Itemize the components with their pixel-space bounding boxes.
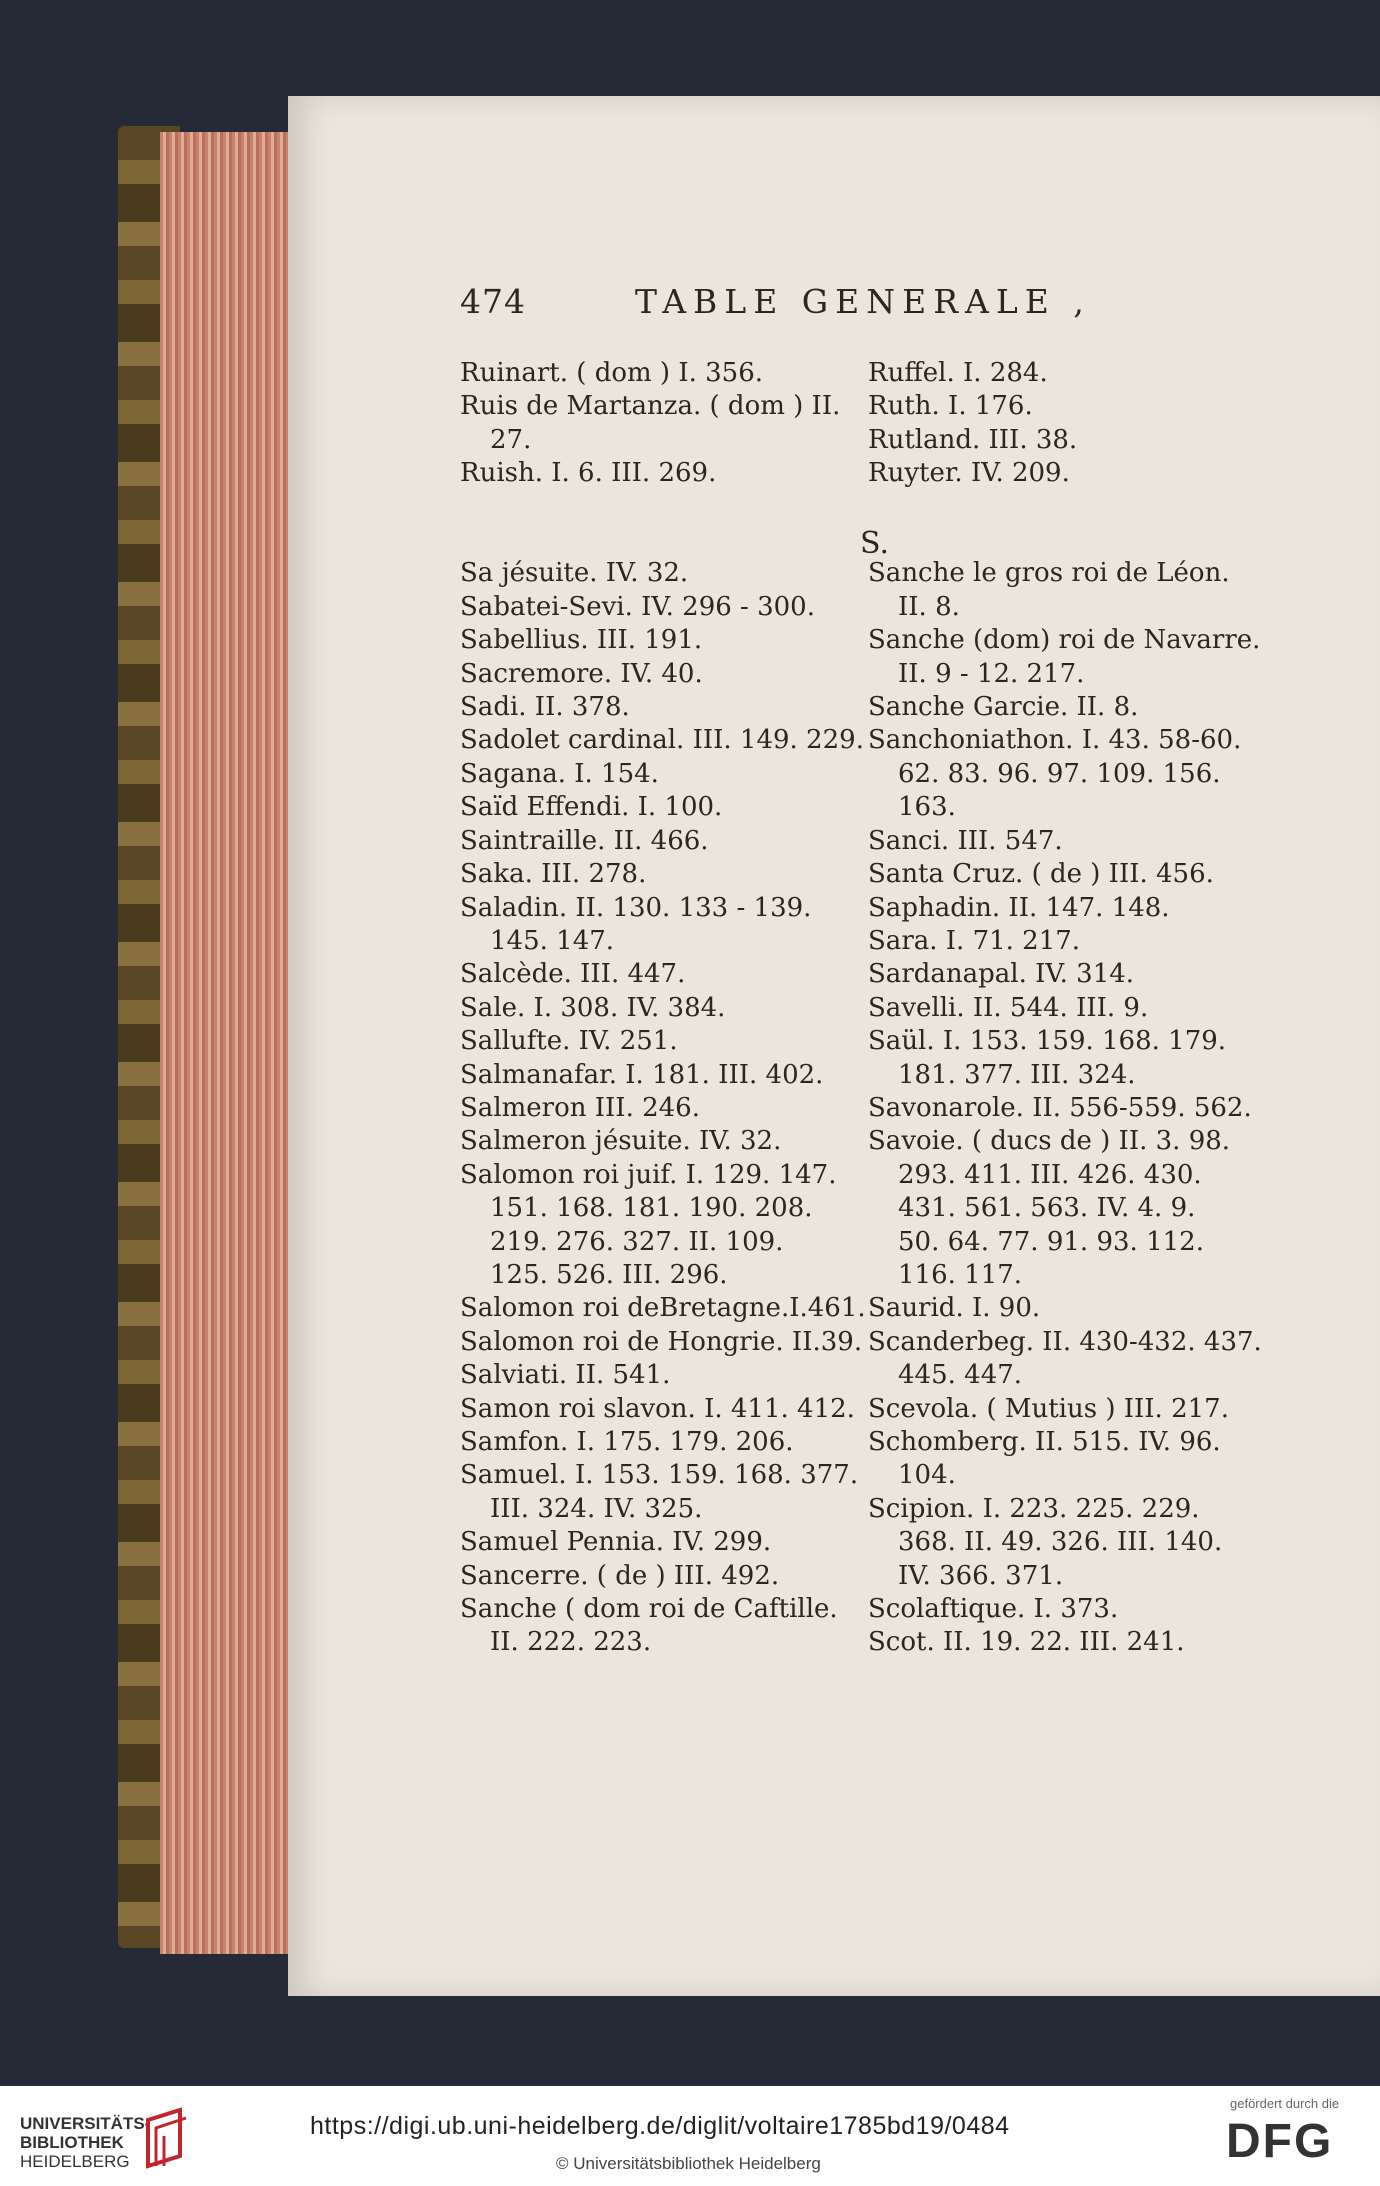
funding-label: gefördert durch die	[1230, 2096, 1340, 2111]
index-entry	[460, 524, 866, 557]
index-entry: Saurid. I. 90.	[868, 1293, 1041, 1324]
index-entry: Santa Cruz. ( de ) III. 456.	[868, 859, 1214, 890]
index-entry: Sanche (dom) roi de Navarre.	[868, 625, 1261, 656]
index-entry: Ruis de Martanza. ( dom ) II.	[460, 391, 841, 422]
index-entry: Sabellius. III. 191.	[460, 625, 703, 656]
index-entry: Salcède. III. 447.	[460, 959, 686, 990]
index-entry: Sanche le gros roi de Léon.	[868, 558, 1230, 589]
index-entry: Sanche ( dom roi de Caftille.	[460, 1594, 838, 1625]
index-entry: Scevola. ( Mutius ) III. 217.	[868, 1393, 1229, 1424]
page-edges	[160, 132, 290, 1954]
document-url[interactable]: https://digi.ub.uni-heidelberg.de/diglit/voltaire1785bd19/0484	[310, 2112, 1010, 2140]
index-entry: 219. 276. 327. II. 109.	[490, 1226, 784, 1257]
index-entry: Sa jésuite. IV. 32.	[460, 558, 689, 589]
index-entry: Ruth. I. 176.	[868, 391, 1033, 422]
index-entry: Sara. I. 71. 217.	[868, 925, 1081, 956]
index-entry: Rutland. III. 38.	[868, 424, 1078, 455]
dfg-logo: DFG	[1226, 2115, 1334, 2168]
index-entry: Schomberg. II. 515. IV. 96.	[868, 1427, 1221, 1457]
index-entry: Ruffel. I. 284.	[868, 358, 1048, 388]
index-entry: Salmeron III. 246.	[460, 1092, 700, 1123]
index-entry: Sacremore. IV. 40.	[460, 658, 703, 689]
index-entry: Scolaftique. I. 373.	[868, 1594, 1119, 1625]
library-name-line: HEIDELBERG	[20, 2152, 130, 2171]
library-name-line: BIBLIOTHEK	[20, 2133, 124, 2152]
index-entry: 293. 411. III. 426. 430.	[898, 1159, 1202, 1190]
index-entry: 104.	[898, 1460, 956, 1491]
index-entry	[868, 524, 1262, 557]
index-entry: 368. II. 49. 326. III. 140.	[898, 1527, 1223, 1558]
index-entry	[868, 491, 1262, 524]
copyright-notice: © Universitätsbibliothek Heidelberg	[556, 2154, 821, 2173]
index-entry: Sanchoniathon. I. 43. 58-60.	[868, 725, 1242, 756]
index-entry: Salomon roi de Hongrie. II.39.	[460, 1326, 863, 1357]
index-entry: Sallufte. IV. 251.	[460, 1026, 678, 1057]
index-entry: III. 324. IV. 325.	[490, 1493, 703, 1524]
index-entry: 181. 377. III. 324.	[898, 1059, 1136, 1090]
index-entry: Ruish. I. 6. III. 269.	[460, 458, 717, 489]
index-entry: Sale. I. 308. IV. 384.	[460, 992, 726, 1023]
page-number: 474	[460, 282, 526, 321]
library-logo-icon	[140, 2106, 192, 2170]
library-name-line: UNIVERSITÄTS-	[20, 2114, 151, 2133]
section-letter: S.	[860, 526, 890, 561]
index-entry: 125. 526. III. 296.	[490, 1259, 728, 1290]
index-entry: Samuel Pennia. IV. 299.	[460, 1527, 772, 1558]
index-entry: Scipion. I. 223. 225. 229.	[868, 1493, 1200, 1524]
index-entry: Salomon roi juif. I. 129. 147.	[460, 1159, 837, 1190]
index-entry: 62. 83. 96. 97. 109. 156.	[898, 758, 1221, 789]
viewer-footer	[0, 2086, 1380, 2186]
index-entry: Savoie. ( ducs de ) II. 3. 98.	[868, 1126, 1231, 1157]
index-entry: Sanche Garcie. II. 8.	[868, 692, 1139, 723]
index-entry: Scanderbeg. II. 430-432. 437.	[868, 1326, 1262, 1357]
index-entry: 145. 147.	[490, 925, 615, 956]
index-entry: 27.	[490, 424, 532, 455]
index-entry: Samon roi slavon. I. 411. 412.	[460, 1393, 855, 1424]
index-entry: Sadolet cardinal. III. 149. 229.	[460, 725, 864, 756]
index-entry	[460, 491, 866, 524]
index-entry: II. 222. 223.	[490, 1627, 652, 1658]
index-entry: 163.	[898, 792, 956, 823]
index-entry: Samuel. I. 153. 159. 168. 377.	[460, 1460, 859, 1491]
index-entry: 50. 64. 77. 91. 93. 112.	[898, 1226, 1204, 1257]
index-entry: Salomon roi deBretagne.I.461.	[460, 1293, 866, 1324]
index-entry: Saül. I. 153. 159. 168. 179.	[868, 1026, 1227, 1057]
index-column-left	[460, 357, 866, 1660]
index-column-right	[868, 357, 1262, 1660]
index-entry: IV. 366. 371.	[898, 1560, 1064, 1591]
index-entry: Saphadin. II. 147. 148.	[868, 892, 1170, 923]
index-entry: Samfon. I. 175. 179. 206.	[460, 1427, 794, 1457]
index-entry: Salviati. II. 541.	[460, 1360, 671, 1391]
index-entry: 116. 117.	[898, 1259, 1023, 1290]
index-entry: Saladin. II. 130. 133 - 139.	[460, 892, 812, 923]
index-entry: Savelli. II. 544. III. 9.	[868, 992, 1149, 1023]
index-entry: Scot. II. 19. 22. III. 241.	[868, 1627, 1185, 1658]
library-logo-text	[20, 2114, 150, 2171]
index-entry: Sardanapal. IV. 314.	[868, 959, 1135, 990]
index-entry: Ruyter. IV. 209.	[868, 458, 1070, 489]
index-entry: Savonarole. II. 556-559. 562.	[868, 1092, 1252, 1123]
index-entry: 445. 447.	[898, 1360, 1023, 1391]
index-entry: Sagana. I. 154.	[460, 758, 659, 789]
index-entry: Sabatei-Sevi. IV. 296 - 300.	[460, 591, 815, 622]
index-entry: Sanci. III. 547.	[868, 825, 1063, 856]
index-entry: Salmeron jésuite. IV. 32.	[460, 1126, 782, 1157]
index-entry: 431. 561. 563. IV. 4. 9.	[898, 1193, 1196, 1224]
index-entry: Salmanafar. I. 181. III. 402.	[460, 1059, 824, 1090]
index-entry: II. 8.	[898, 591, 960, 622]
index-entry: Saintraille. II. 466.	[460, 825, 709, 856]
index-entry: Saka. III. 278.	[460, 859, 647, 890]
index-entry: Sancerre. ( de ) III. 492.	[460, 1560, 780, 1591]
index-entry: II. 9 - 12. 217.	[898, 658, 1085, 689]
index-entry: Sadi. II. 378.	[460, 692, 630, 723]
index-entry: 151. 168. 181. 190. 208.	[490, 1193, 813, 1224]
index-entry: Saïd Effendi. I. 100.	[460, 792, 723, 823]
index-entry: Ruinart. ( dom ) I. 356.	[460, 358, 764, 388]
page-title: TABLE GENERALE ,	[635, 282, 1091, 321]
